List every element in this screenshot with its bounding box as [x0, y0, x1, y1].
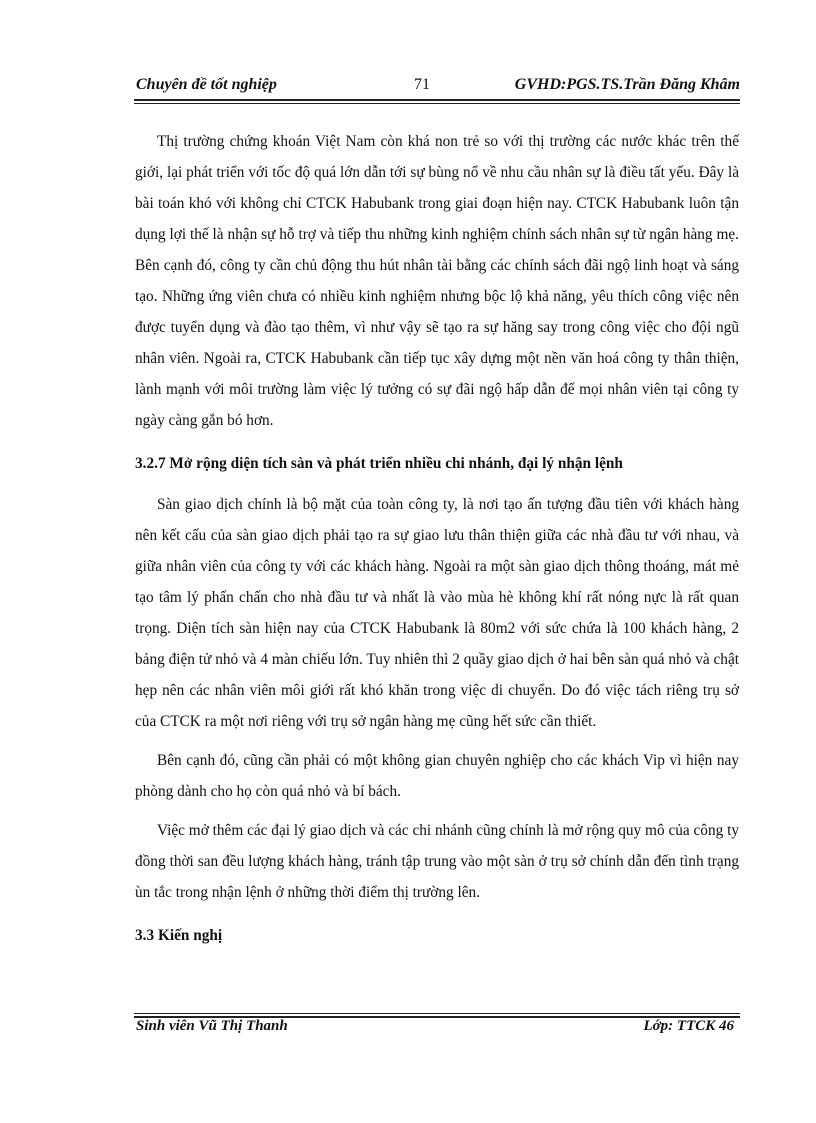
page-header — [134, 74, 740, 98]
page-footer — [134, 1018, 740, 1040]
paragraph-branches: Việc mở thêm các đại lý giao dịch và các chi nhánh cũng chính là mở rộng quy mô của công ty đồng thời san đều lượng khách hàng, tránh tập trung vào một sàn ở trụ sở chính dẫn đến tình trạng ùn tắc trong nhận lệnh ở những thời điểm thị trường lên. — [135, 822, 739, 901]
footer-class: Lớp: TTCK 46 — [643, 1018, 734, 1034]
section-heading-3-2-7: 3.2.7 Mở rộng diện tích sàn và phát triển nhiều chi nhánh, đại lý nhận lệnh — [135, 455, 623, 472]
paragraph-hr-policy: Thị trường chứng khoán Việt Nam còn khá non trẻ so với thị trường các nước khác trên thế giới, lại phát triển với tốc độ quá lớn dẫn tới sự bùng nổ về nhu cầu nhân sự là điều tất yếu. Đây là bài toán khó với không chỉ CTCK Habubank trong giai đoạn hiện nay. CTCK Habubank luôn tận dụng lợi thế là nhận sự hỗ trợ và tiếp thu những kinh nghiệm chính sách nhân sự từ ngân hàng mẹ. Bên cạnh đó, công ty cần chủ động thu hút nhân tài bằng các chính sách đãi ngộ linh hoạt và sáng tạo. Những ứng viên chưa có nhiều kinh nghiệm nhưng bộc lộ khả năng, yêu thích công việc nên được tuyển dụng và đào tạo thêm, vì như vậy sẽ tạo ra sự hăng say trong công việc cho đội ngũ nhân viên. Ngoài ra, CTCK Habubank cần tiếp tục xây dựng một nền văn hoá công ty thân thiện, lành mạnh với môi trường làm việc lý tưởng có sự đãi ngộ hấp dẫn để mọi nhân viên tại công ty ngày càng gắn bó hơn. — [135, 133, 739, 429]
header-rule-thick — [134, 99, 740, 101]
header-title: Chuyên đề tốt nghiệp — [136, 76, 277, 93]
page-number: 71 — [414, 76, 430, 93]
footer-student: Sinh viên Vũ Thị Thanh — [136, 1018, 288, 1034]
main-content — [135, 126, 739, 961]
footer-rule-thin — [134, 1013, 740, 1014]
header-advisor: GVHD:PGS.TS.Trần Đăng Khâm — [514, 76, 740, 93]
paragraph-vip-space: Bên cạnh đó, cũng cần phải có một không gian chuyên nghiệp cho các khách Vip vì hiện nay phòng dành cho họ còn quá nhỏ và bí bách. — [135, 752, 739, 800]
header-rule-thin — [134, 103, 740, 104]
section-heading-3-3: 3.3 Kiến nghị — [135, 927, 223, 944]
paragraph-trading-floor: Sàn giao dịch chính là bộ mặt của toàn công ty, là nơi tạo ấn tượng đầu tiên với khách hàng nên kết cấu của sàn giao dịch phải tạo ra sự giao lưu thân thiện giữa các nhà đầu tư với nhau, và giữa nhân viên của công ty với các khách hàng. Ngoài ra một sàn giao dịch thông thoáng, mát mẻ tạo tâm lý phấn chấn cho nhà đầu tư và nhất là vào mùa hè không khí rất nóng nực là rất quan trọng. Diện tích sàn hiện nay của CTCK Habubank là 80m2 với sức chứa là 100 khách hàng, 2 bảng điện tử nhỏ và 4 màn chiếu lớn. Tuy nhiên thì 2 quầy giao dịch ở hai bên sàn quá nhỏ và chật hẹp nên các nhân viên môi giới rất khó khăn trong việc di chuyển. Do đó việc tách riêng trụ sở của CTCK ra một nơi riêng với trụ sở ngân hàng mẹ cũng hết sức cần thiết. — [135, 496, 739, 730]
